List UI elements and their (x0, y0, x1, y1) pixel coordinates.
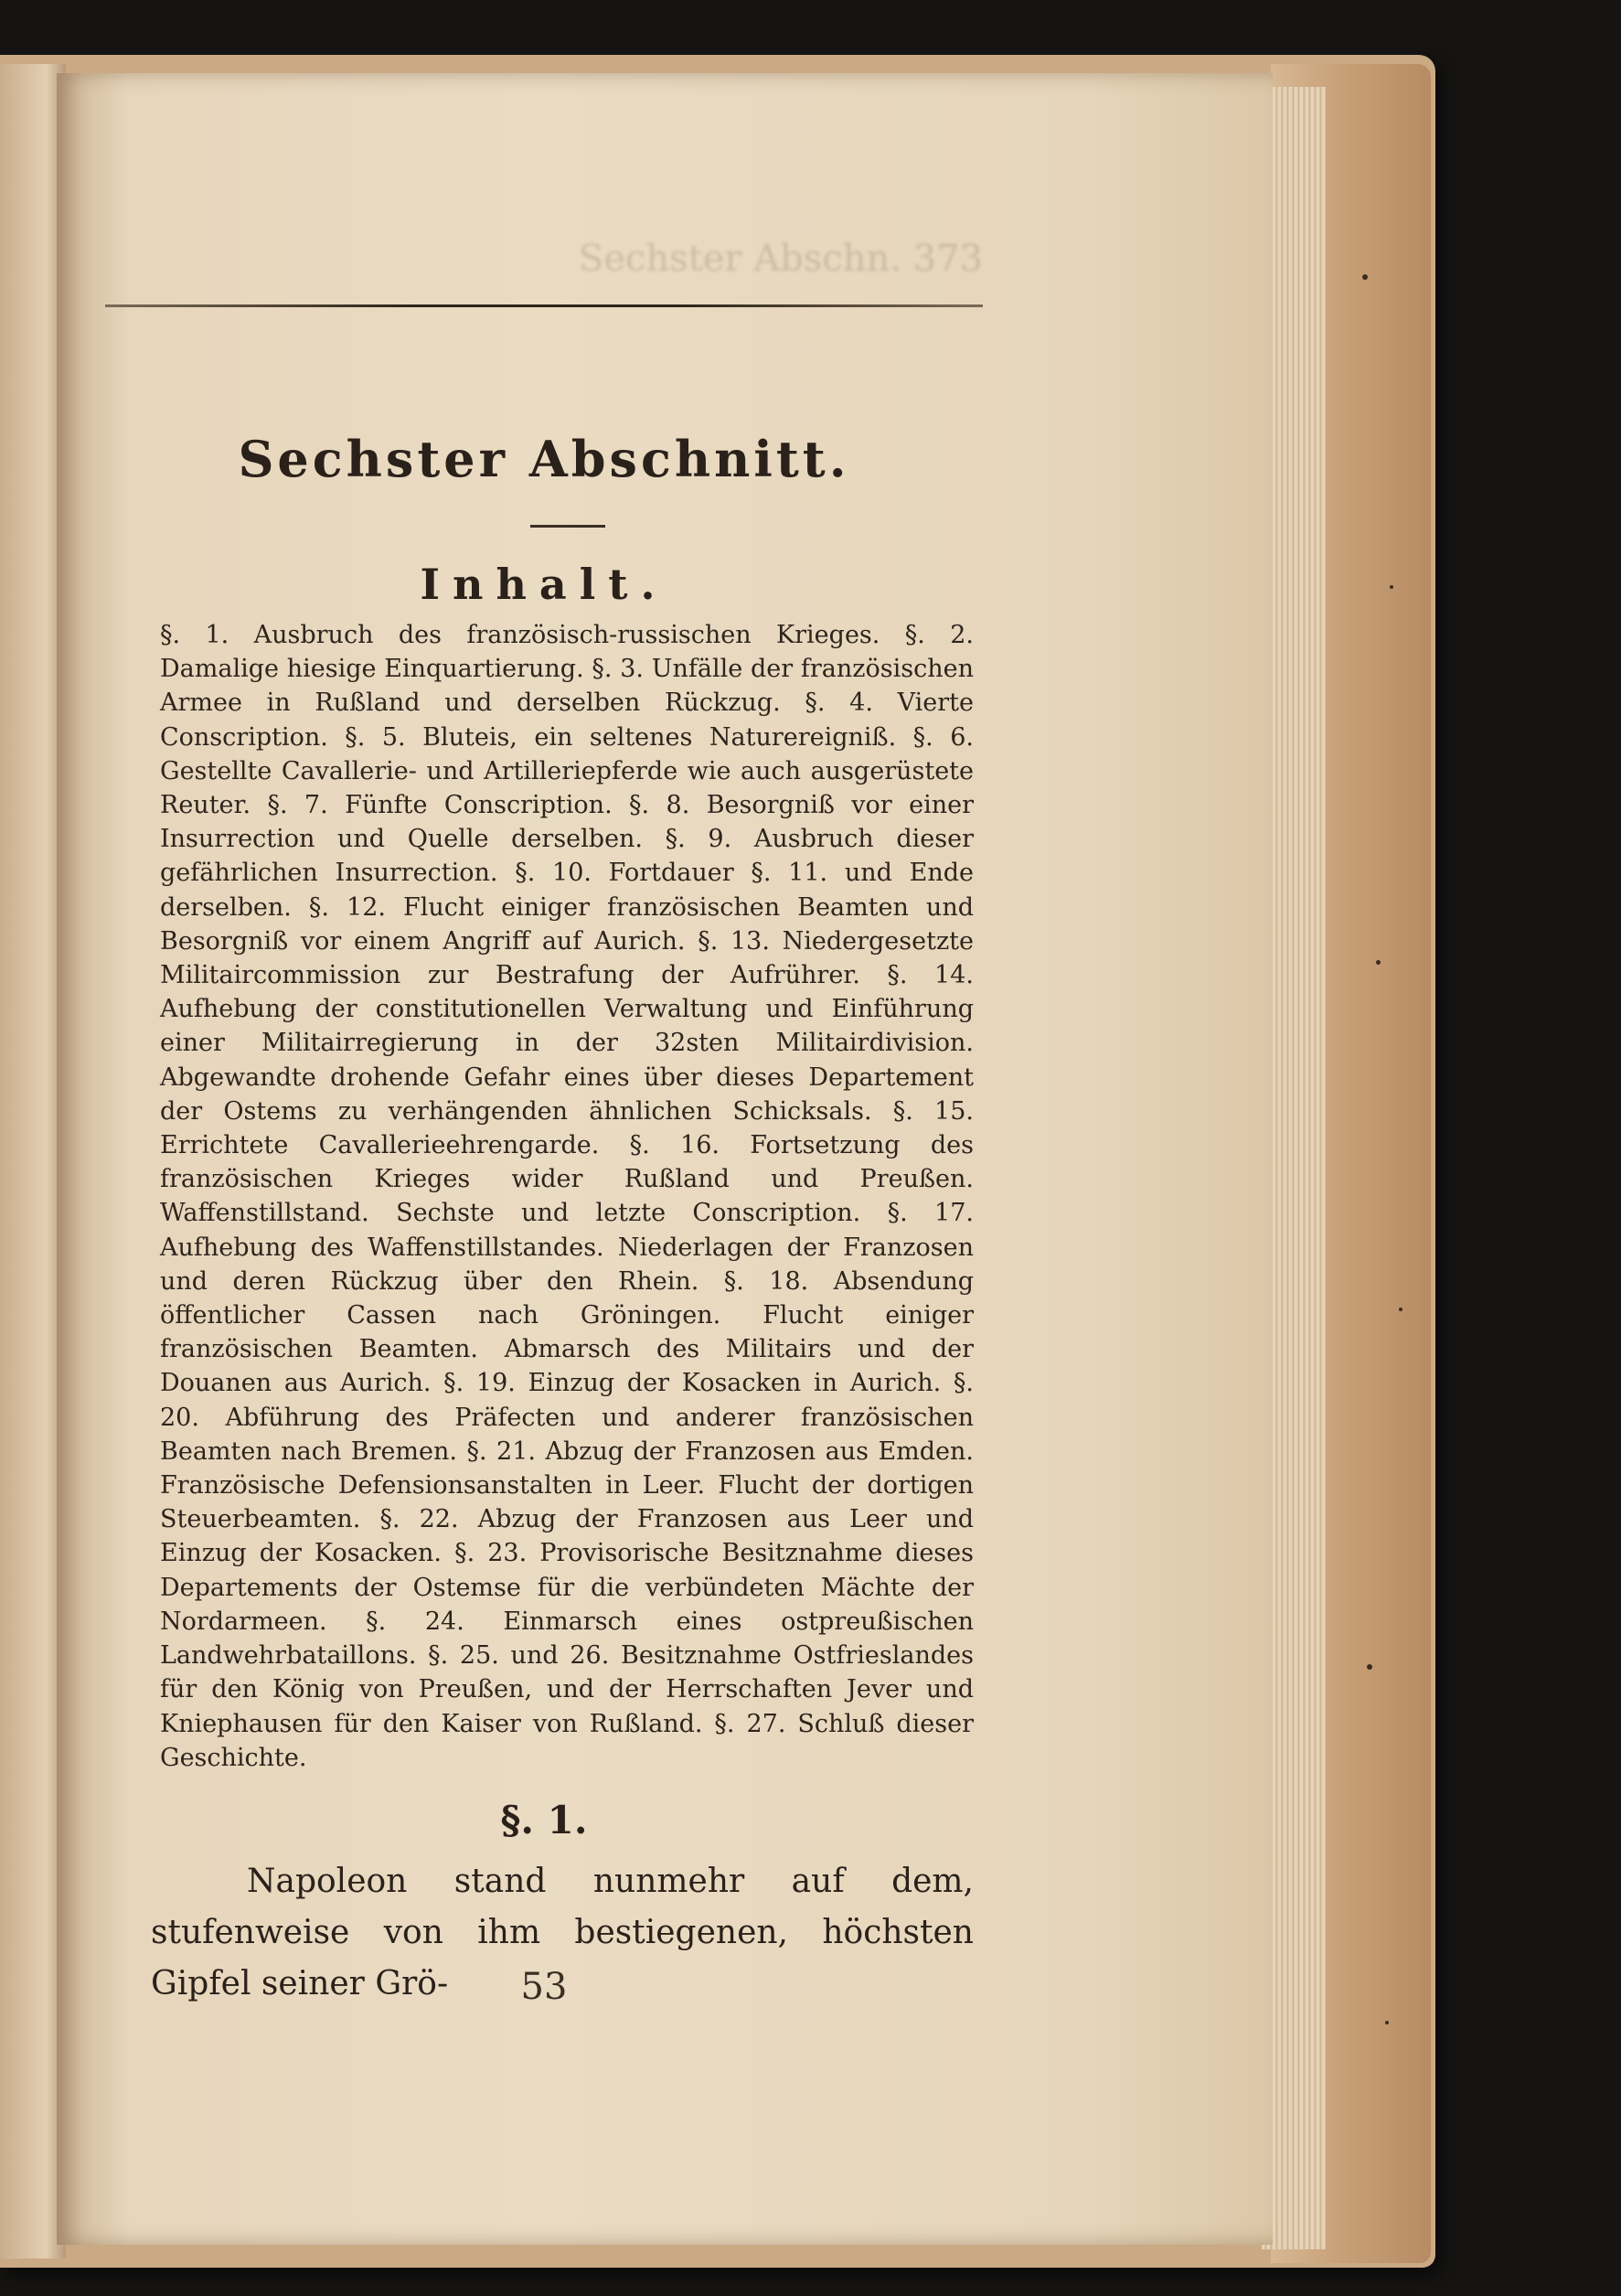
contents-paragraph: §. 1. Ausbruch des französisch-russischen Krieges. §. 2. Damalige hiesige Einquartierung. §. 3. Unfälle der französischen Armee in Rußland und derselben Rückzug. §. 4. Vierte Conscription. §. 5. Bluteis, ein seltenes Naturereigniß. §. 6. Gestellte Cavallerie- und Artilleriepferde wie auch ausgerüstete Reuter. §. 7. Fünfte Conscription. §. 8. Besorgniß vor einer Insurrection und Quelle derselben. §. 9. Ausbruch dieser gefährlichen Insurrection. §. 10. Fortdauer §. 11. und Ende derselben. §. 12. Flucht einiger französischen Beamten und Besorgniß vor einem Angriff auf Aurich. §. 13. Niedergesetzte Militaircommission zur Bestrafung der Aufrührer. §. 14. Aufhebung der constitutionellen Verwaltung und Einführung einer Militairregierung in der 32sten Militairdivision. Abgewandte drohende Gefahr eines über dieses Departement der Ostems zu verhängenden ähnlichen Schicksals. §. 15. Errichtete Cavallerieehrengarde. §. 16. Fortsetzung des französischen Krieges wider Rußland und Preußen. Waffenstillstand. Sechste und letzte Conscription. §. 17. Aufhebung des Waffenstillstandes. Niederlagen der Franzosen und deren Rückzug über den Rhein. §. 18. Absendung öffentlicher Cassen nach Gröningen. Flucht einiger französischen Beamten. Abmarsch des Militairs und der Douanen aus Aurich. §. 19. Einzug der Kosacken in Aurich. §. 20. Abführung des Präfecten und anderer französischen Beamten nach Bremen. §. 21. Abzug der Franzosen aus Emden. Französische Defensionsanstalten in Leer. Flucht der dortigen Steuerbeamten. §. 22. Abzug der Franzosen aus Leer und Einzug der Kosacken. §. 23. Provisorische Besitznahme dieses Departements der Ostemse für die verbündeten Mächte der Nordarmeen. §. 24. Einmarsch eines ostpreußischen Landwehrbataillons. §. 25. und 26. Besitznahme Ostfrieslandes für den König von Preußen, und der Herrschaften Jever und Kniephausen für den Kaiser von Rußland. §. 27. Schluß dieser Geschichte. (160, 621, 974, 1772)
speckle (1399, 1308, 1402, 1311)
running-head-bleedthrough: Sechster Abschn. 373 (578, 238, 983, 280)
speckle (1362, 274, 1368, 280)
speckle (1390, 585, 1393, 589)
chapter-title: Sechster Abschnitt. (238, 430, 850, 488)
speckle (1376, 960, 1381, 965)
page-number: 53 (520, 1966, 568, 2008)
speckle (1385, 2021, 1389, 2024)
contents-heading: Inhalt. (420, 560, 668, 609)
title-rule (530, 525, 605, 528)
body-paragraph: Napoleon stand nunmehr auf dem, stufenweise von ihm bestiegenen, höchsten Gipfel seiner Grö- (151, 1863, 974, 2002)
section-heading: §. 1. (500, 1798, 588, 1842)
speckle (1367, 1664, 1372, 1670)
head-rule (105, 304, 983, 307)
